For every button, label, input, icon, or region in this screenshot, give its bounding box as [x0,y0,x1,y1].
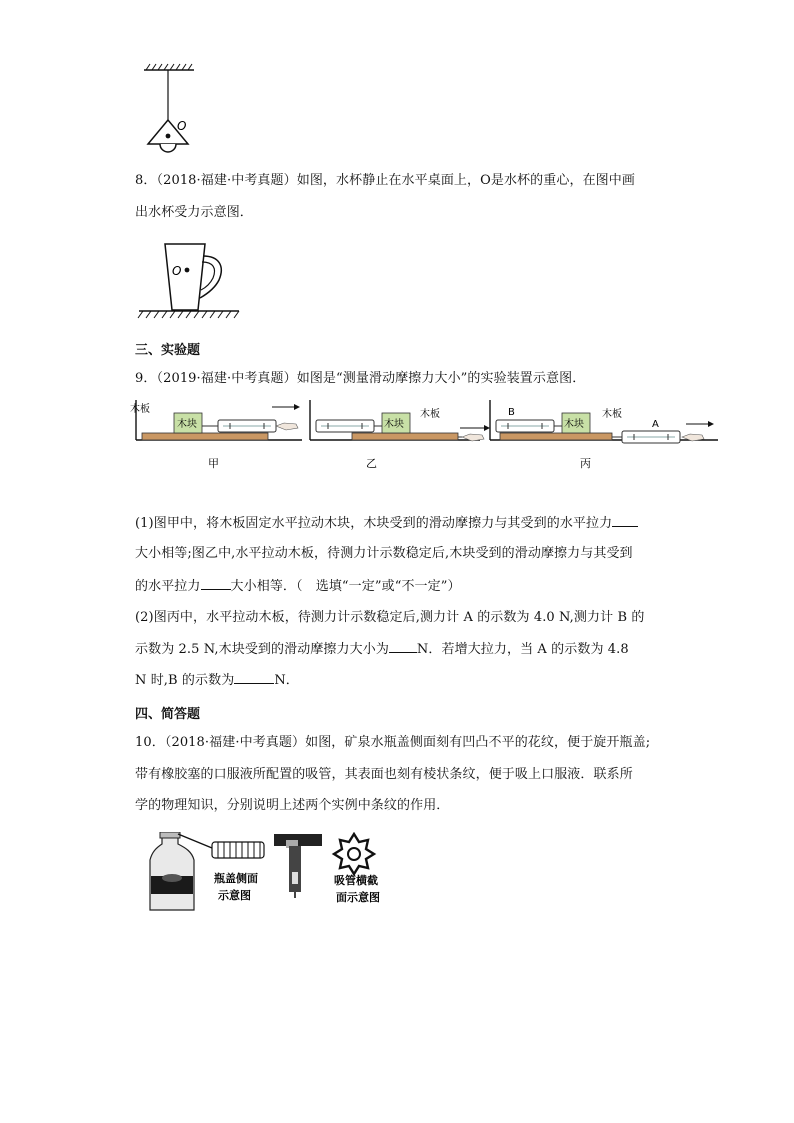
panel-yi [310,400,490,470]
section-4-heading: 四、简答题 [135,707,201,722]
straw-caption-line-2: 面示意图 [336,891,380,904]
answer-blank-4[interactable] [234,671,274,684]
cap-caption-line-1: 瓶盖侧面 [214,872,258,885]
yi-board-label: 木板 [420,409,440,420]
q9-part2-text-3a: N 时,B 的示数为 [135,673,235,688]
q7-hanging-lamp-figure [138,62,208,160]
q9-part1-text-3b: 大小相等．（ 选填“一定”或“不一定”） [230,579,461,594]
q10-line-2: 带有橡胶塞的口服液所配置的吸管，其表面也刻有棱状条纹，便于吸上口服液．联系所 [135,767,633,782]
jia-board-label: 木板 [130,404,150,415]
answer-blank-2[interactable] [201,577,231,590]
panel-jia [130,400,302,470]
q9-part2-text-3b: N． [274,673,299,688]
jia-block-label: 木块 [177,419,197,430]
q9-part2-line-3 [135,671,299,690]
q9-part1-line-1 [135,514,638,533]
q9-part2-text-2b: N．若增大拉力，当 A 的示数为 4.8 [416,642,629,657]
q8-cup-figure [135,234,245,324]
q9-part1-text-3a: 的水平拉力 [135,579,201,594]
caption-yi: 乙 [366,457,377,470]
q10-line-3: 学的物理知识，分别说明上述两个实例中条纹的作用． [135,798,450,813]
q10-line-1: 10．（2018·福建·中考真题）如图，矿泉水瓶盖侧面刻有凹凸不平的花纹，便于旋开瓶盖; [135,735,651,750]
caption-jia: 甲 [208,457,219,470]
q8-line-2: 出水杯受力示意图． [135,205,253,220]
q9-stem: 9．（2019·福建·中考真题）如图是“测量滑动摩擦力大小”的实验装置示意图． [135,371,586,386]
cap-caption-line-2: 示意图 [218,889,251,902]
section-3-heading: 三、实验题 [135,343,201,358]
bing-label-a: A [652,419,659,430]
q9-part1-line-3 [135,577,461,596]
answer-blank-1[interactable] [612,514,638,527]
q9-part1-line-2: 大小相等;图乙中,水平拉动木板，待测力计示数稳定后,木块受到的滑动摩擦力与其受到 [135,546,633,561]
q9-part2-text-2a: 示数为 2.5 N,木块受到的滑动摩擦力大小为 [135,642,389,657]
q8-line-1: 8．（2018·福建·中考真题）如图，水杯静止在水平桌面上，O是水杯的重心，在图中画 [135,173,635,188]
q9-part2-line-1: (2)图丙中，水平拉动木板，待测力计示数稳定后,测力计 A 的示数为 4.0 N,测力计 B 的 [135,610,645,625]
yi-block-label: 木块 [384,419,404,430]
q7-center-label: O [177,119,187,133]
q9-apparatus-figure [130,396,722,472]
bing-label-b: B [508,407,515,418]
bing-block-label: 木块 [564,419,584,430]
answer-blank-3[interactable] [389,640,417,653]
straw-caption-line-1: 吸管横截 [334,874,378,887]
q9-part1-text-1: (1)图甲中，将木板固定水平拉动木块，木块受到的滑动摩擦力与其受到的水平拉力 [135,516,613,531]
panel-bing [490,400,718,470]
q10-bottle-straw-figure [148,832,388,912]
q8-center-label: O [172,264,182,278]
q9-part2-line-2 [135,640,629,659]
bing-board-label: 木板 [602,409,622,420]
caption-bing: 丙 [580,457,591,470]
